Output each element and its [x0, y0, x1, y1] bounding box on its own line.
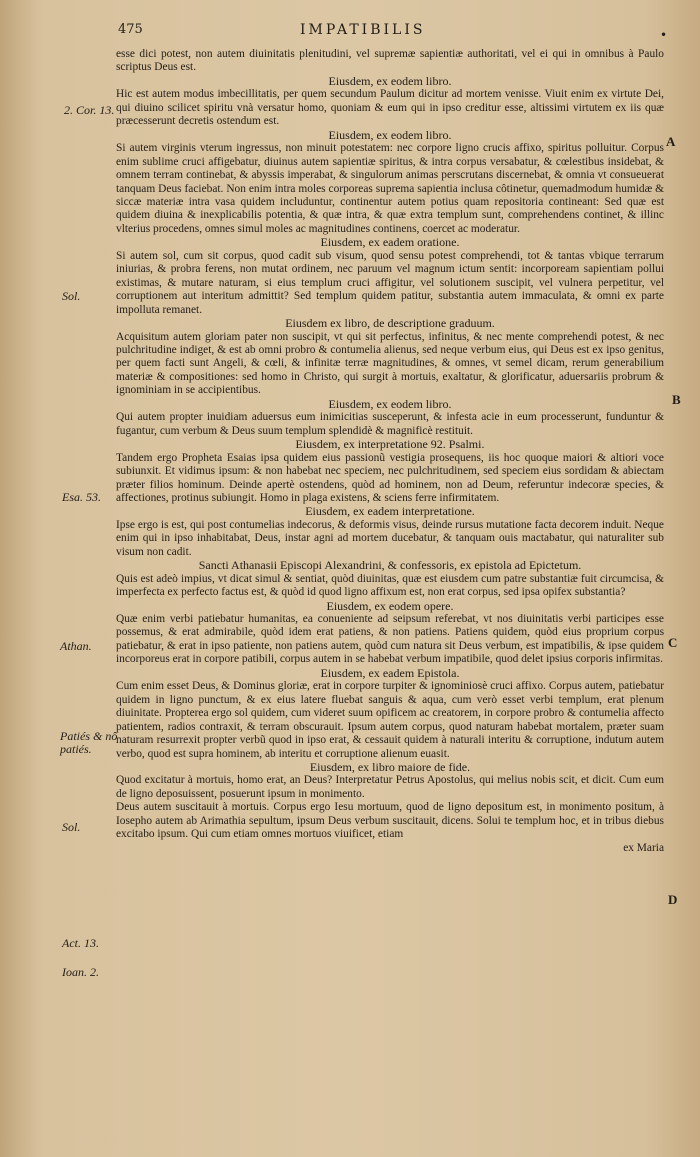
section-heading: Eiusdem, ex interpretatione 92. Psalmi. — [295, 437, 485, 452]
section-heading: Eiusdem, ex eadem Epistola. — [320, 665, 460, 680]
paragraph: Cum enim esset Deus, & Dominus gloriæ, erat in corpore turpiter & ignominiosè cruci affixo. Corpus autem, patiebatur quidem in ligno punctum, & ex eius latere fluebat sanguis & aqua, cum verò esset verbi templum, erat plenum diuinitate. Propterea ergo sol quidem, cum videret suum opificem ac creatorem, in corpore probro & contumelia affecto patientem, radios contraxit, & terram obscurauit. Ipsum autem corpus, quod naturam habebat mortalem, præter suam naturam resurrexit propter verbũ quod in ipso erat, & cessauit quidem à naturali interitu & corruptione, indutum autem verbo, quod est supra hominem, ab interitu et corruptione alienum euasit. — [116, 680, 664, 760]
paragraph: Si autem virginis vterum ingressus, non minuit potestatem: nec corpore ligno crucis affixo, spiritus polluitur. Corpus enim sublime cruci affigebatur, diuinus autem sapientiæ spiritus, & intra corpus versabatur, & cœlestibus insidebat, & omnem terram continebat, & abyssis imperabat, & singulorum animas perscrutans discernebat, & omnia vt consueuerat tanquam Deus faciebat. Non enim intra moles corporeas suprema sapientia inclusa côtinetur, quemadmodum humidæ & siccæ materiæ intra vasa quidem includuntur, continentur autem potius quam repositoria contineant: Sed quæ est quidem diuina & inexplicabilis potentia, & quæ intra, & quæ extra templum sunt, comprehendens continet, & illinc vlterius procedens, omnes simul moles ac magnitudines continens, coercet ac moderatur. — [116, 142, 664, 235]
paragraph: Hic est autem modus imbecillitatis, per quem secundum Paulum dicitur ad mortem venisse. Viuit enim ex virtute Dei, qui diuino scilicet spiritu vnà versatur homo, quoniam & eum qui in ipso creditur esse, altissimi virtutem ex iis quæ præcesserunt decretis ostendum est. — [116, 88, 664, 128]
margin-note: Patiés & nô patiés. — [60, 729, 118, 756]
margin-note: Sol. — [62, 820, 81, 834]
corner-mark: • — [660, 28, 668, 42]
margin-note: Esa. 53. — [62, 490, 101, 504]
paragraph: Si autem sol, cum sit corpus, quod cadit sub visum, quod sensu potest comprehendi, tot & tantas vbique terrarum iniurias, & probra ferens, non mutat ordinem, nec paruum vel magnum ictum sentit: incorpoream sapientiam pollui existimas, & mutare naturam, si eius templum cruci affigitur, vel solutionem suscipit, vel vulnera perpetitur, vel corruptionem aut interitum admittit? Sed templum quidem patitur, substantia autem immaculata, & omni ex parte impolluta remanet. — [116, 249, 664, 316]
paragraph: Quod excitatur à mortuis, homo erat, an Deus? Interpretatur Petrus Apostolus, qui melius nobis scit, et dicit. Cum eum de ligno deposuissent, posuerunt ipsum in monimento. — [116, 774, 664, 800]
main-text — [116, 48, 664, 855]
paragraph: Deus autem suscitauit à mortuis. Corpus ergo Iesu mortuum, quod de ligno depositum est, in monimento positum, à Iosepho autem ab Arimathia sepultum, ipsum Deus verbum suscitauit, dicens. Solui te templum hoc, et in tribus diebus excitabo ipsum. Qui cum etiam omnes mortuos viuificet, etiam — [116, 801, 664, 841]
section-heading: Eiusdem, ex eodem libro. — [328, 396, 452, 411]
section-letter: C — [668, 635, 678, 650]
running-head: IMPATIBILIS — [300, 22, 426, 38]
page-number: 475 — [118, 22, 143, 37]
section-heading: Eiusdem, ex eodem opere. — [326, 598, 454, 613]
section-heading: Sancti Athanasii Episcopi Alexandrini, & confessoris, ex epistola ad Epictetum. — [198, 558, 582, 573]
section-heading: Eiusdem, ex eadem oratione. — [320, 235, 460, 250]
catchword: ex Maria — [623, 841, 664, 854]
section-letter: D — [668, 892, 678, 907]
margin-note: Sol. — [62, 289, 81, 303]
paragraph: Acquisitum autem gloriam pater non suscipit, vt qui sit perfectus, infinitus, & nec mente comprehendi potest, & nec pulchritudine indiget, & est ab omni probro & contumelia alienus, sed neque verbum eius, qui Deus est ex ipso genitus, per quem facti sunt Angeli, & cœli, & infinitæ terræ magnitudines, & omnes, vt semel dicam, rerum generabilium materiæ & compositiones: sed homo in Christo, qui surgit à mortuis, exaltatur, & glorificatur, aduersariis probrum & ignominiam in se accipientibus. — [116, 330, 664, 397]
section-heading: Eiusdem, ex eadem interpretatione. — [305, 504, 475, 519]
margin-note: Act. 13. — [62, 936, 99, 950]
section-heading: Eiusdem, ex eodem libro. — [328, 73, 452, 88]
section-heading: Eiusdem ex libro, de descriptione graduum. — [285, 316, 495, 331]
section-heading: Eiusdem, ex libro maiore de fide. — [309, 760, 471, 775]
margin-note: 2. Cor. 13. — [64, 103, 115, 117]
paragraph: Tandem ergo Propheta Esaias ipsa quidem eius passionũ vestigia prosequens, iis hoc quoque maiori & altiori voce subiunxit. Et vidimus ipsum: & non habebat nec speciem, nec pulchritudinem, sed speciem eius sordidam & abiectam præter filios hominum. Deinde apertè ostendens, quòd ad hominem, non ad Deum, referuntur indecoræ species, & affectiones, protinus subiungit. Homo in plaga existens, & sciens ferre infirmitatem. — [116, 451, 664, 504]
paragraph: Quis est adeò impius, vt dicat simul & sentiat, quòd diuinitas, quæ est eiusdem cum patre substantiæ fuit circumcisa, & imperfecta ex perfecto factus est, & quòd id quod ligno affixum est, non erat corpus, sed ipsa opifex substantia? — [116, 572, 664, 599]
paragraph: Qui autem propter inuidiam aduersus eum inimicitias susceperunt, & infesta acie in eum processerunt, funduntur & fugantur, cum verbum & Deus suum templum splendidè & magnificè restituit. — [116, 411, 664, 437]
section-letter: B — [672, 392, 681, 407]
paragraph: esse dici potest, non autem diuinitatis plenitudini, vel supremæ sapientiæ authoritati, vel ei qui in omnibus à Paulo scriptus Deus est. — [116, 48, 664, 74]
section-letter: A — [666, 134, 676, 149]
paragraph: Quæ enim verbi patiebatur humanitas, ea conueniente ad seipsum referebat, vt nos diuinitatis verbi participes esse possemus, & erat admirabile, quòd idem erat patiens, & non patiens. Patiens quidem, quòd eius proprium corpus patiebatur, & erat in ipso patiente, non patiens autem, quòd cum natura sit Deus verbum, est impatibilis, & ipse quidem incorporeus erat in corpore patibili, corpus autem in se habebat verbum impatibile, quod delet ipsius corporis infirmitas. — [116, 613, 664, 666]
section-heading: Eiusdem, ex eodem libro. — [328, 127, 452, 142]
margin-note: Ioan. 2. — [62, 965, 99, 979]
margin-note: Athan. — [60, 639, 92, 653]
paragraph: Ipse ergo is est, qui post contumelias indecorus, & deformis visus, deinde rursus mutatione facta decorem induit. Neque enim qui in ipso inhabitabat, Deus, instar agni ad mortem ducebatur, & tanquam ouis mactabatur, qui naturaliter sub visum non cadit. — [116, 518, 664, 558]
